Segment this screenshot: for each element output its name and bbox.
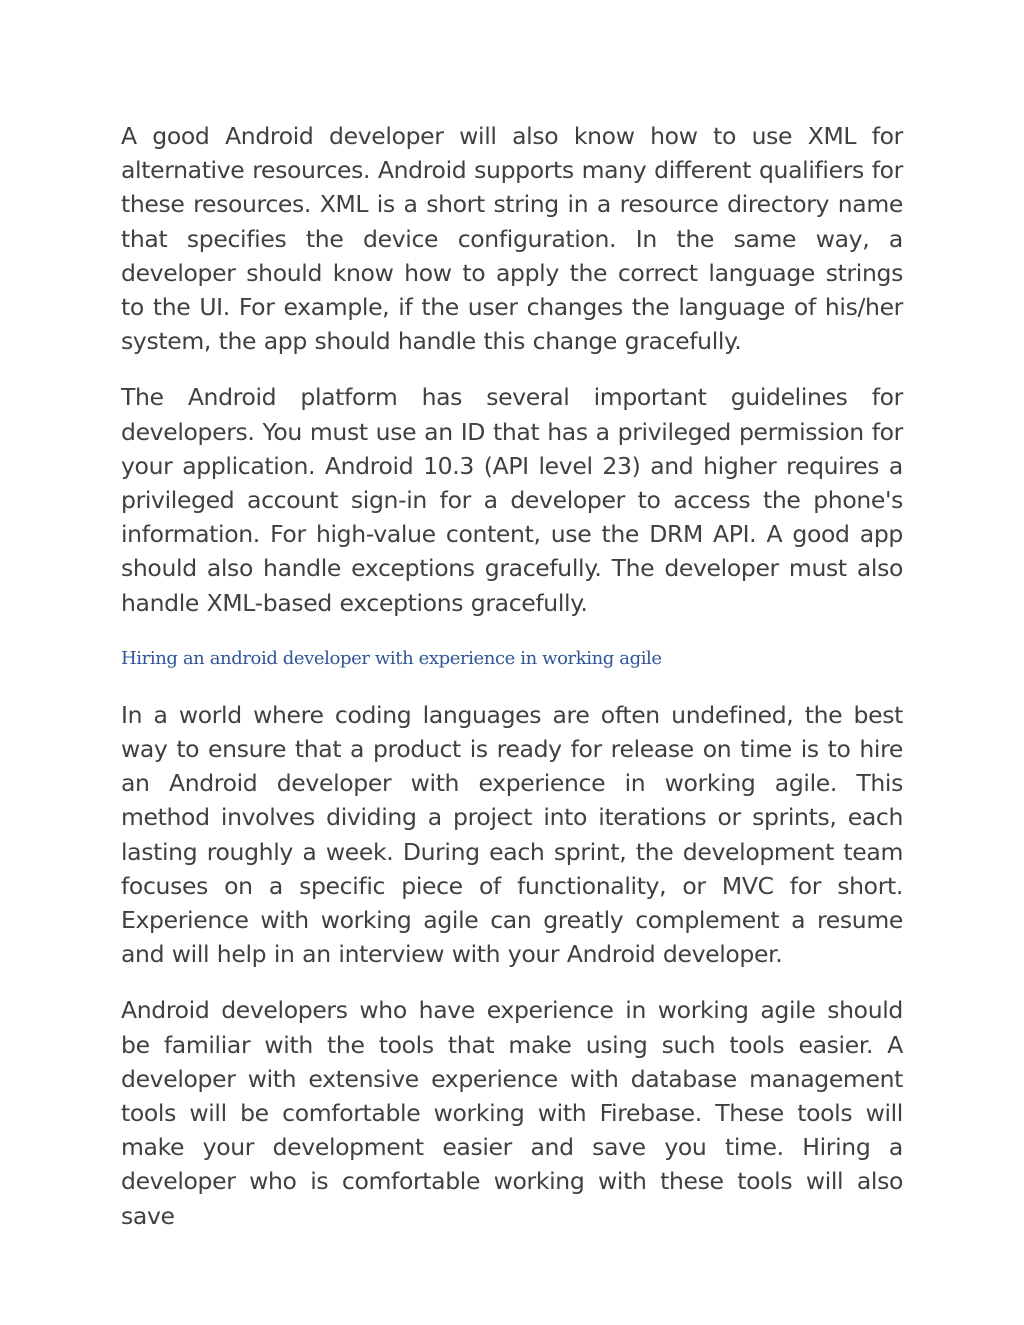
paragraph-working-agile: In a world where coding languages are often undefined, the best way to ensure that a product is ready for release on time is to hire an Android developer with experience in working agile. This method involves dividing a project into iterations or sprints, each lasting roughly a week. During each sprint, the development team focuses on a specific piece of functionality, or MVC for short. Experience with working agile can greatly complement a resume and will help in an interview with your Android developer. [121,700,903,969]
paragraph-agile-tools: Android developers who have experience in working agile should be familiar with the tools that make using such tools easier. A developer with extensive experience with database management tools will be comfortable working with Firebase. These tools will make your development easier and save you time. Hiring a developer who is comfortable working with these tools will also save [121,996,903,1230]
section-heading: Hiring an android developer with experience in working agile [121,647,662,669]
document-content [121,119,903,1255]
paragraph-platform-guidelines: The Android platform has several important guidelines for developers. You must use an ID that has a privileged permission for your application. Android 10.3 (API level 23) and higher requires a privileged account sign-in for a developer to access the phone's information. For high-value content, use the DRM API. A good app should also handle exceptions gracefully. The developer must also handle XML-based exceptions gracefully. [121,383,903,617]
paragraph-xml-resources: A good Android developer will also know how to use XML for alternative resources. Android supports many different qualifiers for these resources. XML is a short string in a resource directory name that specifies the device configuration. In the same way, a developer should know how to apply the correct language strings to the UI. For example, if the user changes the language of his/her system, the app should handle this change gracefully. [121,122,903,356]
